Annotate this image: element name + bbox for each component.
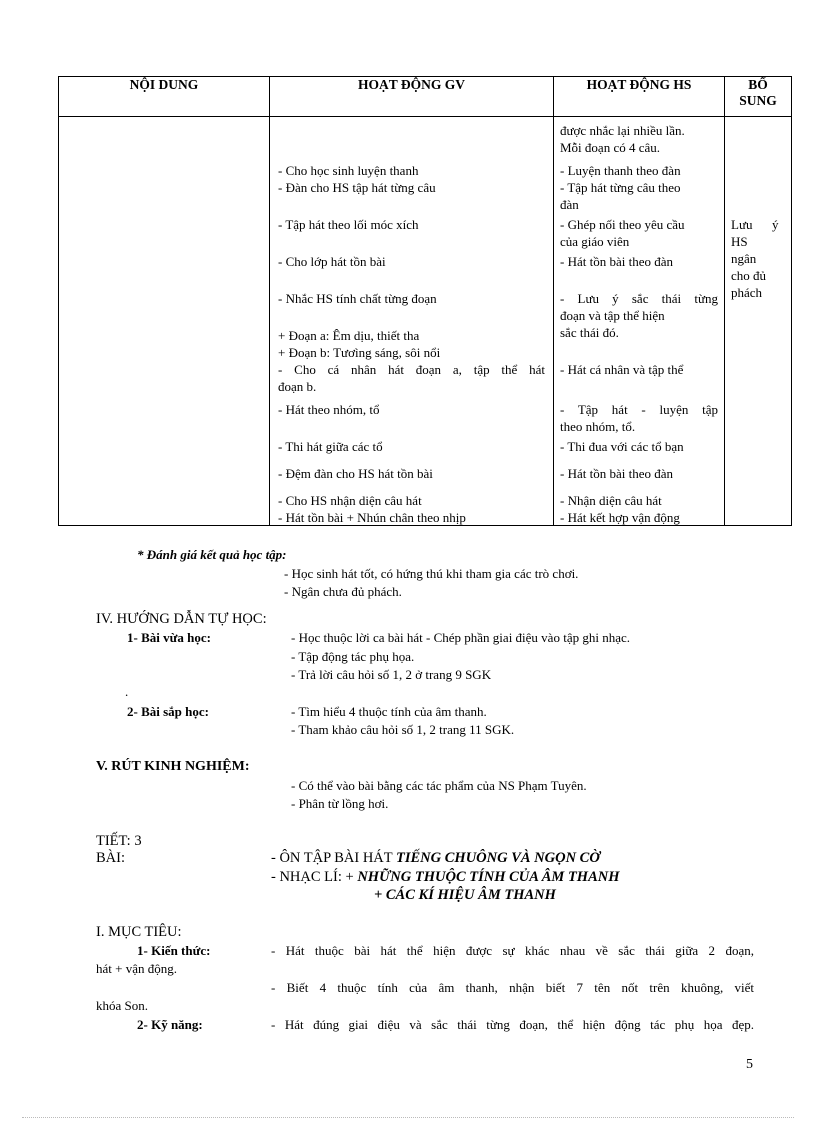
lesson-line3: + CÁC KÍ HIỆU ÂM THANH (374, 887, 556, 903)
header-bo-sung (725, 77, 792, 117)
lesson-line1-prefix: - ÔN TẬP BÀI HÁT (271, 850, 393, 866)
objectives-title: I. MỤC TIÊU: (96, 924, 182, 940)
cell-bo-sung (725, 117, 792, 526)
hs-line: Mỗi đoạn có 4 câu. (560, 140, 661, 155)
objectives-knowledge-line: hát + vận động. (96, 961, 177, 976)
header-bo-sung-line2: SUNG (739, 93, 777, 108)
experience-line: - Có thể vào bài bằng các tác phẩm của NS Phạm Tuyên. (291, 778, 587, 793)
objectives-skill-line: - Hát đúng giai điệu và sắc thái từng đoạn, thể hiện động tác phụ họa đẹp. (271, 1017, 754, 1032)
gv-line: - Thi hát giữa các tổ (278, 439, 383, 454)
hs-line: - Hát kết hợp vận động (560, 510, 680, 525)
stray-dot: . (125, 684, 129, 699)
objectives-knowledge-line: khóa Son. (96, 998, 148, 1013)
objectives-knowledge-line: - Biết 4 thuộc tính của âm thanh, nhận biết 7 tên nốt trên khuông, viết (271, 980, 754, 995)
lesson-line1 (271, 850, 600, 867)
hs-line: đoạn và tập thể hiện (560, 308, 665, 323)
selfstudy-item1-line: - Tập động tác phụ họa. (291, 649, 415, 664)
hs-line: sắc thái đó. (560, 325, 619, 340)
lesson-bai-label: BÀI: (96, 850, 125, 866)
header-hoat-dong-hs: HOẠT ĐỘNG HS (554, 77, 725, 117)
selfstudy-item2-label: 2- Bài sắp học: (127, 704, 209, 719)
objectives-knowledge-line: - Hát thuộc bài hát thể hiện được sự khác nhau về sắc thái giữa 2 đoạn, (271, 943, 754, 958)
gv-line: - Hát theo nhóm, tổ (278, 402, 380, 417)
bs-line: Lưu ý (731, 217, 779, 232)
hs-line: - Hát tồn bài theo đàn (560, 466, 673, 481)
assessment-title: * Đánh giá kết quả học tập: (137, 547, 287, 562)
lesson-line2 (271, 869, 620, 886)
selfstudy-item2-line: - Tham khảo câu hỏi số 1, 2 trang 11 SGK. (291, 722, 515, 737)
lesson-line1-title: TIẾNG CHUÔNG VÀ NGỌN CỜ (396, 850, 600, 866)
selfstudy-item1-label: 1- Bài vừa học: (127, 630, 211, 645)
assessment-line: - Học sinh hát tốt, có hứng thú khi tham gia các trò chơi. (284, 566, 579, 581)
objectives-skill-label: 2- Kỹ năng: (137, 1017, 203, 1032)
hs-line: của giáo viên (560, 234, 630, 249)
hs-line: - Luyện thanh theo đàn (560, 163, 681, 178)
selfstudy-item1-line: - Trả lời câu hỏi số 1, 2 ở trang 9 SGK (291, 667, 492, 682)
experience-title: V. RÚT KINH NGHIỆM: (96, 759, 250, 774)
gv-line: - Tập hát theo lối móc xích (278, 217, 419, 232)
header-hoat-dong-gv: HOẠT ĐỘNG GV (270, 77, 554, 117)
gv-line: + Đoạn b: Tươìng sáng, sôi nổi (278, 345, 441, 360)
cell-hoat-dong-hs (554, 117, 725, 526)
bs-line: phách (731, 285, 763, 300)
lesson-line2-title: NHỮNG THUỘC TÍNH CỦA ÂM THANH (357, 869, 620, 885)
lesson-line2-prefix: - NHẠC LÍ: + (271, 869, 354, 885)
gv-line: - Hát tồn bài + Nhún chân theo nhịp (278, 510, 466, 525)
hs-line: - Thi đua với các tổ bạn (560, 439, 684, 454)
bs-line: HS (731, 234, 748, 249)
lesson-activity-table (58, 76, 792, 526)
selfstudy-item1-line: - Học thuộc lời ca bài hát - Chép phần giai điệu vào tập ghi nhạc. (291, 630, 630, 645)
header-noi-dung: NỘI DUNG (59, 77, 270, 117)
selfstudy-title: IV. HƯỚNG DẪN TỰ HỌC: (96, 611, 267, 627)
page-bottom-divider (22, 1117, 794, 1118)
cell-hoat-dong-gv (270, 117, 554, 526)
gv-line: - Cho HS nhận diện câu hát (278, 493, 422, 508)
hs-line: - Hát tồn bài theo đàn (560, 254, 673, 269)
gv-line: - Đàn cho HS tập hát từng câu (278, 180, 436, 195)
hs-line: - Tập hát từng câu theo (560, 180, 681, 195)
gv-line: đoạn b. (278, 379, 317, 394)
hs-line: - Tập hát - luyện tập (560, 402, 718, 417)
bs-line: cho đủ (731, 268, 767, 283)
gv-line: - Nhắc HS tính chất từng đoạn (278, 291, 437, 306)
hs-line: - Hát cá nhân và tập thể (560, 362, 684, 377)
hs-line: theo nhóm, tổ. (560, 419, 636, 434)
bs-line: ngân (731, 251, 757, 266)
hs-line: - Ghép nối theo yêu cầu (560, 217, 685, 232)
header-bo-sung-line1: BỔ (748, 77, 768, 92)
gv-line: - Cho lớp hát tồn bài (278, 254, 386, 269)
assessment-line: - Ngân chưa đủ phách. (284, 584, 402, 599)
hs-line: đàn (560, 197, 579, 212)
gv-line: - Cho học sinh luyện thanh (278, 163, 419, 178)
lesson-tiet: TIẾT: 3 (96, 833, 142, 849)
experience-line: - Phân từ lồng hơi. (291, 796, 389, 811)
hs-line: - Nhận diện câu hát (560, 493, 662, 508)
hs-line: được nhắc lại nhiều lần. (560, 123, 685, 138)
gv-line: - Đệm đàn cho HS hát tồn bài (278, 466, 433, 481)
gv-line: + Đoạn a: Êm dịu, thiết tha (278, 328, 420, 343)
hs-line: - Lưu ý sắc thái từng (560, 291, 718, 306)
selfstudy-item2-line: - Tìm hiểu 4 thuộc tính của âm thanh. (291, 704, 487, 719)
cell-noi-dung (59, 117, 270, 526)
gv-line: - Cho cá nhân hát đoạn a, tập thể hát (278, 362, 545, 377)
page-number: 5 (746, 1057, 753, 1072)
objectives-knowledge-label: 1- Kiến thức: (137, 943, 211, 958)
